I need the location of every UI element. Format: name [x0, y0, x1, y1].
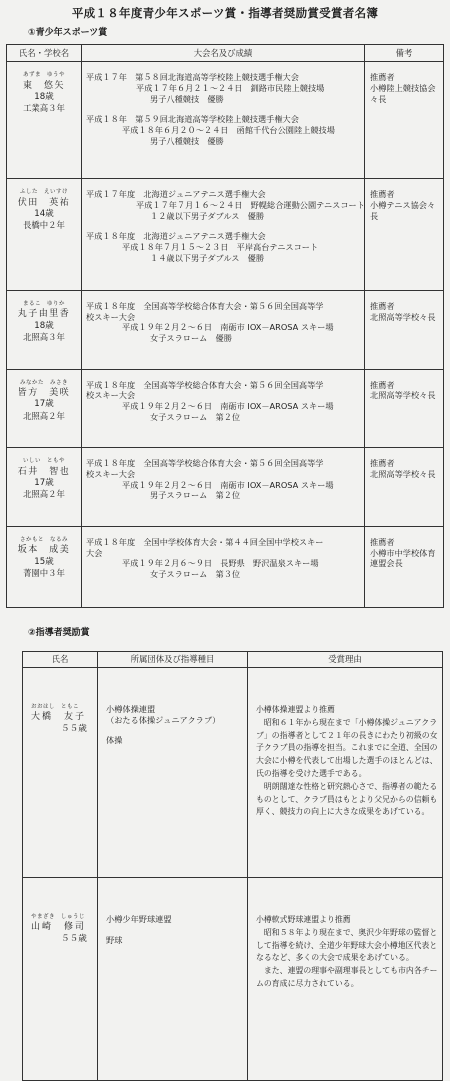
meet-name: 平成１８年度 全国中学校体育大会・第４４回全国中学校スキー — [86, 537, 324, 548]
meet-name-cont: 大会 — [86, 547, 103, 558]
note-line: 推薦者 — [370, 458, 395, 469]
org-cell — [98, 668, 248, 878]
meet-name: 平成１８年度 全国高等学校総合体育大会・第５６回全国高等学 — [86, 300, 324, 311]
org-name: 小樽少年野球連盟 — [106, 914, 172, 924]
column-header-org: 所属団体及び指導種目 — [98, 652, 248, 668]
note-line: 小樽テニス協会々 — [370, 200, 436, 211]
note-line: 小樽市中学校体育 — [370, 547, 436, 558]
meet-result: 男子スラローム 第２位 — [150, 490, 241, 501]
meet-name: 平成１８年度 北海道ジュニアテニス選手権大会 — [86, 231, 266, 242]
table-row — [7, 448, 444, 527]
note-line: 北照高等学校々長 — [370, 469, 436, 480]
spacer — [106, 725, 247, 735]
youth-award-table — [6, 44, 444, 608]
meet-detail: 平成１９年２月６～９日 長野県 野沢温泉スキー場 — [122, 558, 319, 569]
athlete-cell — [7, 527, 82, 608]
table-row — [23, 668, 443, 878]
note-line: 推薦者 — [370, 379, 395, 390]
note-cell — [365, 448, 444, 527]
org-cell — [98, 878, 248, 1081]
name-ruby: まるこ ゆりか — [22, 300, 65, 307]
page-title: 平成１８年度青少年スポーツ賞・指導者奨励賞受賞者名簿 — [71, 6, 379, 20]
meet-detail: 平成１９年２月２～６日 南砺市 IOX－AROSA スキー場 — [122, 400, 334, 411]
athlete-school: 長橋中２年 — [23, 220, 65, 231]
athlete-school: 北照高３年 — [23, 331, 65, 342]
meet-entry — [86, 231, 364, 263]
name-ruby: あずま ゆうや — [22, 72, 65, 79]
table-row — [7, 62, 444, 179]
note-cell — [365, 179, 444, 291]
table-header-row — [23, 652, 443, 668]
note-line: 推薦者 — [370, 189, 395, 200]
table-header-row — [7, 45, 444, 62]
athlete-cell — [7, 62, 82, 179]
leader-cell — [23, 878, 98, 1081]
note-cell — [365, 62, 444, 179]
leader-age: ５５歳 — [61, 933, 87, 944]
athlete-name: 東 悠矢 — [22, 80, 65, 91]
meet-entry — [86, 114, 364, 146]
meet-cell — [82, 179, 365, 291]
meet-cell — [82, 369, 365, 448]
note-line: 推薦者 — [370, 72, 395, 83]
leader-award-table — [22, 651, 443, 1081]
athlete-school: 北照高２年 — [23, 410, 65, 421]
meet-result: 女子スラローム 第２位 — [150, 411, 241, 422]
leader-age: ５５歳 — [61, 723, 87, 734]
sport-name: 体操 — [106, 735, 123, 746]
note-line: 北照高等学校々長 — [370, 390, 436, 401]
meet-result: 女子スラローム 第３位 — [150, 569, 241, 580]
note-line: 長 — [370, 210, 379, 221]
column-header-meet: 大会名及び成績 — [82, 45, 365, 62]
name-ruby: さかもと なるみ — [19, 537, 68, 544]
athlete-age: 17歳 — [34, 478, 54, 489]
reason-heading: 小樽体操連盟より推薦 — [256, 705, 335, 714]
athlete-age: 18歳 — [34, 320, 54, 331]
meet-name: 平成１７年 第５８回北海道高等学校陸上競技選手権大会 — [86, 72, 299, 83]
reason-heading: 小樽軟式野球連盟より推薦 — [256, 915, 351, 924]
org-club: （おたる体操ジュニアクラブ） — [106, 714, 221, 725]
leader-name: 山崎 修司 — [31, 922, 87, 933]
table-row — [7, 527, 444, 608]
column-header-reason: 受賞理由 — [248, 652, 443, 668]
athlete-cell — [7, 448, 82, 527]
meet-result: 男子八種競技 優勝 — [150, 135, 224, 146]
note-line: 小樽陸上競技協会 — [370, 83, 436, 94]
athlete-school: 菁園中３年 — [23, 568, 65, 579]
meet-cell — [82, 62, 365, 179]
name-ruby: おおはし ともこ — [31, 704, 80, 710]
meet-result: 女子スラローム 優勝 — [150, 332, 232, 343]
meet-cell — [82, 448, 365, 527]
athlete-name: 皆方 美咲 — [17, 387, 71, 398]
note-line: 北照高等学校々長 — [370, 311, 436, 322]
table-row — [7, 290, 444, 369]
table-row — [7, 369, 444, 448]
athlete-name: 坂本 成美 — [17, 545, 71, 556]
athlete-cell — [7, 290, 82, 369]
sport-name: 野球 — [106, 934, 123, 945]
meet-detail: 平成１８年７月１５～２３日 平岸高台テニスコート — [122, 242, 319, 253]
meet-entry — [86, 72, 364, 104]
meet-entry — [86, 301, 364, 344]
meet-cell — [82, 290, 365, 369]
note-line: 連盟会長 — [370, 558, 403, 569]
name-ruby: いしい ともや — [22, 458, 65, 465]
reason-cell — [248, 878, 443, 1081]
athlete-cell — [7, 369, 82, 448]
athlete-name: 伏田 英祐 — [17, 197, 71, 208]
note-cell — [365, 527, 444, 608]
spacer — [106, 925, 247, 935]
note-line: 推薦者 — [370, 537, 395, 548]
athlete-name: 丸子由里香 — [17, 309, 71, 320]
meet-result: １２歳以下男子ダブルス 優勝 — [150, 210, 265, 221]
name-ruby: やまざき しゅうじ — [31, 914, 86, 920]
athlete-age: 18歳 — [34, 92, 54, 103]
note-line: 推薦者 — [370, 300, 395, 311]
athlete-cell — [7, 179, 82, 291]
athlete-age: 14歳 — [34, 209, 54, 220]
reason-text: 昭和５８年より現在まで、奥沢少年野球の監督として指導を続け、全道少年野球大会小樽地区代表となるなど、多くの大会で成果をあげている。 また、連盟の理事や副理事長としても市内各チームの育成に尽力されている。 — [256, 927, 438, 988]
meet-name-cont: 校スキー大会 — [86, 311, 136, 322]
org-name: 小樽体操連盟 — [106, 704, 156, 714]
column-header-note: 備考 — [365, 45, 444, 62]
meet-entry — [86, 537, 364, 580]
reason-cell — [248, 668, 443, 878]
meet-detail: 平成１７年７月１６～２４日 野幌総合運動公園テニスコート — [136, 200, 365, 211]
meet-detail: 平成１７年６月２１～２４日 釧路市民陸上競技場 — [136, 83, 325, 94]
meet-name: 平成１８年 第５９回北海道高等学校陸上競技選手権大会 — [86, 114, 299, 125]
meet-detail: 平成１９年２月２～６日 南砺市 IOX－AROSA スキー場 — [122, 322, 334, 333]
leader-name: 大橋 友子 — [31, 712, 87, 723]
table-row — [7, 179, 444, 291]
meet-entry — [86, 189, 364, 221]
meet-entry — [86, 380, 364, 423]
reason-text: 昭和６１年から現在まで「小樽体操ジュニアクラブ」の指導者として２１年の長きにわたり初級の女子クラブ員の指導を担当。これまでに全道、全国の大会に小樽を代表して出場した選手のほとんどは、氏の指導を受けた選手である。 明朗闊達な性格と研究熱心さで、指導者の範たるものとして、クラブ員はもとより父兄からの信頼も厚く、競技力の向上に大きな成果をあげている。 — [256, 717, 438, 817]
meet-cell — [82, 527, 365, 608]
meet-result: １４歳以下男子ダブルス 優勝 — [150, 252, 265, 263]
meet-name: 平成１７年度 北海道ジュニアテニス選手権大会 — [86, 189, 266, 200]
note-cell — [365, 290, 444, 369]
athlete-name: 石井 智也 — [17, 466, 71, 477]
athlete-age: 17歳 — [34, 399, 54, 410]
note-line: 々長 — [370, 93, 387, 104]
athlete-age: 15歳 — [34, 556, 54, 567]
athlete-school: 北照高２年 — [23, 489, 65, 500]
meet-detail: 平成１８年６月２０～２４日 函館千代台公園陸上競技場 — [122, 125, 335, 136]
note-cell — [365, 369, 444, 448]
meet-result: 男子八種競技 優勝 — [150, 93, 224, 104]
athlete-school: 工業高３年 — [23, 103, 65, 114]
name-ruby: みなかた みさき — [19, 379, 68, 386]
section-heading-youth-award: ①青少年スポーツ賞 — [28, 28, 108, 38]
meet-name-cont: 校スキー大会 — [86, 469, 136, 480]
column-header-name: 氏名 — [23, 652, 98, 668]
meet-detail: 平成１９年２月２～６日 南砺市 IOX－AROSA スキー場 — [122, 479, 334, 490]
table-row — [23, 878, 443, 1081]
meet-name: 平成１８年度 全国高等学校総合体育大会・第５６回全国高等学 — [86, 379, 324, 390]
meet-entry — [86, 458, 364, 501]
leader-cell — [23, 668, 98, 878]
name-ruby: ふした えいすけ — [19, 189, 68, 196]
meet-name-cont: 校スキー大会 — [86, 390, 136, 401]
meet-name: 平成１８年度 全国高等学校総合体育大会・第５６回全国高等学 — [86, 458, 324, 469]
column-header-name: 氏名・学校名 — [7, 45, 82, 62]
section-heading-leader-award: ②指導者奨励賞 — [28, 628, 90, 638]
